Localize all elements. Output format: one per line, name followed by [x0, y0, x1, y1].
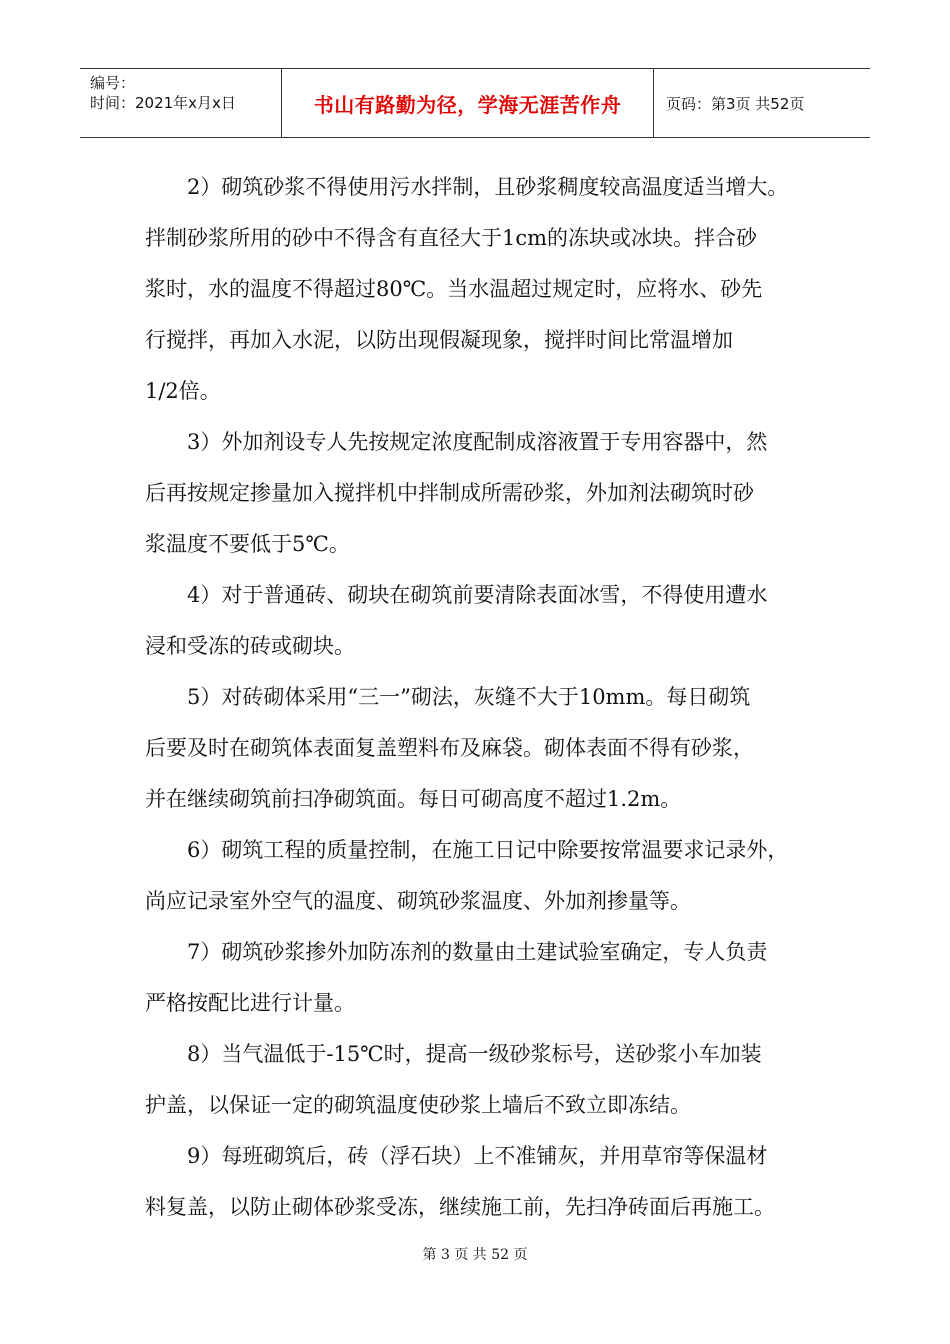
- paragraph-line: 3）外加剂设专人先按规定浓度配制成溶液置于专用容器中，然: [145, 430, 768, 454]
- paragraph: [145, 162, 825, 417]
- paragraph-line: 浆时，水的温度不得超过80℃。当水温超过规定时，应将水、砂先: [145, 277, 763, 301]
- paragraph-line: 5）对砖砌体采用“三一”砌法，灰缝不大于10mm。每日砌筑: [145, 685, 751, 709]
- paragraph: [145, 927, 825, 1029]
- serial-number-label: 编号：: [90, 74, 136, 92]
- paragraph: [145, 1029, 825, 1131]
- paragraph-line: 拌制砂浆所用的砂中不得含有直径大于1cm的冻块或冰块。拌合砂: [145, 226, 758, 250]
- paragraph-line: 行搅拌，再加入水泥，以防出现假凝现象，搅拌时间比常温增加: [145, 328, 733, 352]
- paragraph-line: 浸和受冻的砖或砌块。: [145, 634, 355, 658]
- paragraph-line: 后要及时在砌筑体表面复盖塑料布及麻袋。砌体表面不得有砂浆，: [145, 736, 754, 760]
- paragraph-line: 2）砌筑砂浆不得使用污水拌制，且砂浆稠度较高温度适当增大。: [145, 175, 789, 199]
- paragraph-line: 尚应记录室外空气的温度、砌筑砂浆温度、外加剂掺量等。: [145, 889, 691, 913]
- date-label: 时间：2021年x月x日: [90, 94, 236, 112]
- paragraph-line: 并在继续砌筑前扫净砌筑面。每日可砌高度不超过1.2m。: [145, 787, 682, 811]
- paragraph-line: 1/2倍。: [145, 379, 221, 403]
- header-motto-cell: [282, 69, 654, 137]
- paragraph-line: 7）砌筑砂浆掺外加防冻剂的数量由土建试验室确定，专人负责: [145, 940, 768, 964]
- page-code-text: 页码：第3页 共52页: [666, 94, 805, 113]
- paragraph-line: 料复盖，以防止砌体砂浆受冻，继续施工前，先扫净砖面后再施工。: [145, 1195, 775, 1219]
- paragraph-line: 浆温度不要低于5℃。: [145, 532, 350, 556]
- paragraph: [145, 570, 825, 672]
- paragraph: [145, 672, 825, 825]
- paragraph-line: 8）当气温低于-15℃时，提高一级砂浆标号，送砂浆小车加装: [145, 1042, 762, 1066]
- paragraph: [145, 1131, 825, 1233]
- page-footer: [0, 1244, 950, 1264]
- paragraph-line: 4）对于普通砖、砌块在砌筑前要清除表面冰雪，不得使用遭水: [145, 583, 768, 607]
- paragraph: [145, 417, 825, 570]
- page-header: [80, 68, 870, 138]
- paragraph-line: 后再按规定掺量加入搅拌机中拌制成所需砂浆，外加剂法砌筑时砂: [145, 481, 754, 505]
- paragraph-line: 护盖，以保证一定的砌筑温度使砂浆上墙后不致立即冻结。: [145, 1093, 691, 1117]
- paragraph-line: 严格按配比进行计量。: [145, 991, 355, 1015]
- document-body: [145, 162, 825, 1233]
- paragraph-line: 6）砌筑工程的质量控制，在施工日记中除要按常温要求记录外，: [145, 838, 789, 862]
- header-page-code: [654, 69, 870, 137]
- paragraph-line: 9）每班砌筑后，砖（浮石块）上不准铺灰，并用草帘等保温材: [145, 1144, 768, 1168]
- motto-text: 书山有路勤为径，学海无涯苦作舟: [313, 92, 622, 117]
- header-meta: [80, 69, 282, 137]
- footer-page-number: 第 3 页 共 52 页: [422, 1247, 528, 1263]
- paragraph: [145, 825, 825, 927]
